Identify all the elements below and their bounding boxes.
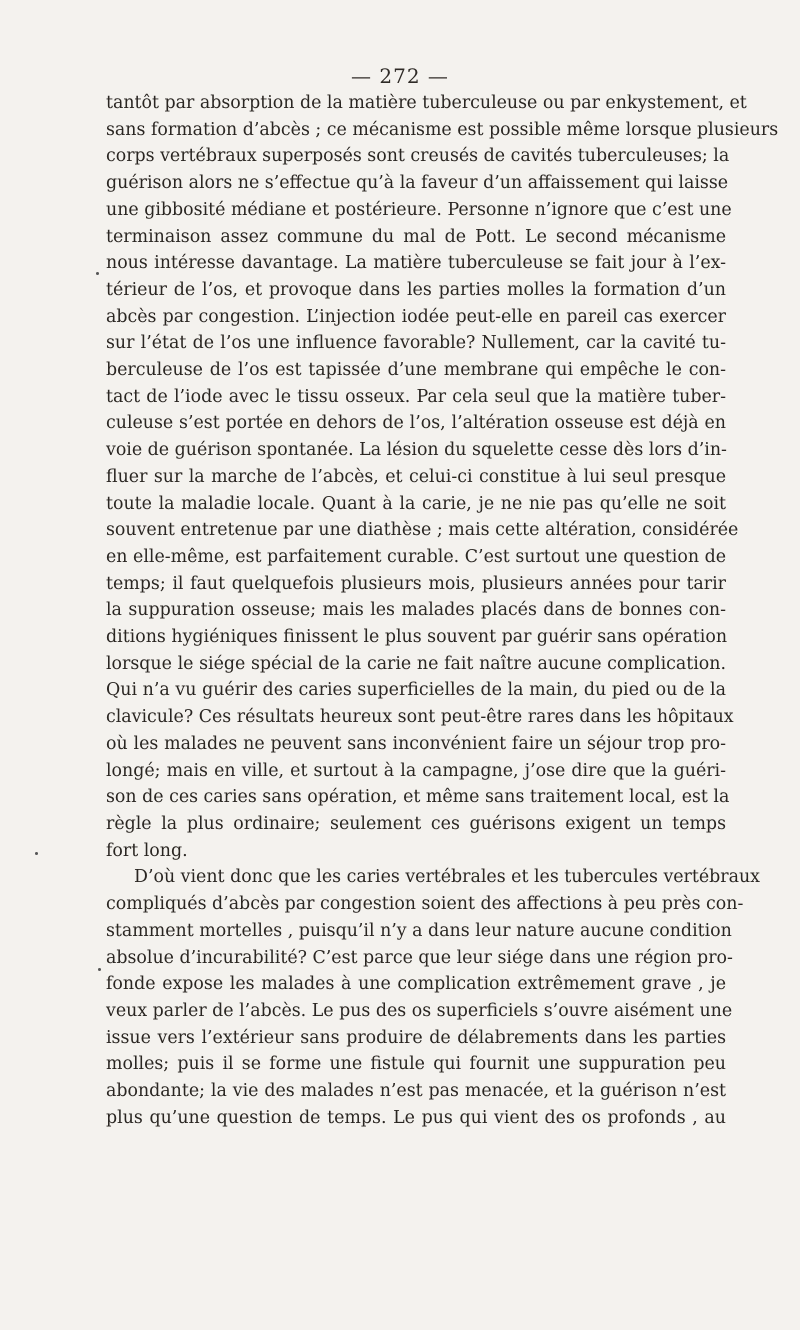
text-line: la suppuration osseuse; mais les malades placés dans de bonnes con- [106,600,726,621]
text-line: guérison alors ne s’effectue qu’à la faveur d’un affaissement qui laisse [106,173,729,194]
text-line: fort long. [106,840,188,861]
text-line: fluer sur la marche de l’abcès, et celui-ci constitue à lui seul presque [106,466,726,487]
text-line: térieur de l’os, et provoque dans les parties molles la formation d’un [106,279,726,300]
text-line: toute la maladie locale. Quant à la carie, je ne nie pas qu’elle ne soit [106,493,726,514]
text-line: culeuse s’est portée en dehors de l’os, l’altération osseuse est déjà en [106,413,726,434]
text-line: absolue d’incurabilité? C’est parce que leur siége dans une région pro- [106,947,733,968]
text-line: abondante; la vie des malades n’est pas menacée, et la guérison n’est [106,1081,726,1102]
paragraph-2 [106,864,760,1131]
page-number: — 272 — [351,64,449,88]
text-line: en elle-même, est parfaitement curable. C’est surtout une question de [106,546,726,567]
text-line: terminaison assez commune du mal de Pott. Le second mécanisme [106,226,726,247]
text-line: longé; mais en ville, et surtout à la campagne, j’ose dire que la guéri- [106,760,726,781]
text-line: berculeuse de l’os est tapissée d’une membrane qui empêche le con- [106,360,726,381]
page-speck [35,852,38,855]
text-line: sans formation d’abcès ; ce mécanisme est possible même lorsque plusieurs [106,119,779,140]
text-line: abcès par congestion. L’injection iodée peut-elle en pareil cas exercer [106,306,726,327]
text-line: sur l’état de l’os une influence favorable? Nullement, car la cavité tu- [106,333,726,354]
text-line: corps vertébraux superposés sont creusés de cavités tuberculeuses; la [106,146,730,167]
text-line: nous intéresse davantage. La matière tuberculeuse se fait jour à l’ex- [106,253,726,274]
text-line: issue vers l’extérieur sans produire de délabrements dans les parties [106,1027,726,1048]
text-line: une gibbosité médiane et postérieure. Personne n’ignore que c’est une [106,199,732,220]
text-line: plus qu’une question de temps. Le pus qui vient des os profonds , au [106,1107,726,1128]
text-line: tantôt par absorption de la matière tuberculeuse ou par enkystement, et [106,93,747,113]
text-line: compliqués d’abcès par congestion soient des affections à peu près con- [106,894,744,915]
text-line: tact de l’iode avec le tissu osseux. Par cela seul que la matière tuber- [106,386,726,407]
text-line: son de ces caries sans opération, et même sans traitement local, est la [106,787,730,808]
text-line: D’où vient donc que les caries vertébrales et les tubercules vertébraux [134,867,760,888]
text-line: souvent entretenue par une diathèse ; mais cette altération, considérée [106,520,739,541]
text-line: veux parler de l’abcès. Le pus des os superficiels s’ouvre aisément une [106,1000,733,1021]
text-line: Qui n’a vu guérir des caries superficielles de la main, du pied ou de la [106,680,726,701]
text-line: temps; il faut quelquefois plusieurs mois, plusieurs années pour tarir [106,573,726,594]
text-line: fonde expose les malades à une complication extrêmement grave , je [106,974,726,995]
text-line: où les malades ne peuvent sans inconvénient faire un séjour trop pro- [106,733,726,754]
paragraph-1 [106,90,779,864]
text-line: règle la plus ordinaire; seulement ces guérisons exigent un temps [106,813,726,834]
text-line: voie de guérison spontanée. La lésion du squelette cesse dès lors d’in- [106,440,727,461]
page-speck [98,968,101,971]
text-line: clavicule? Ces résultats heureux sont peut-être rares dans les hôpitaux [106,707,734,728]
text-line: stamment mortelles , puisqu’il n’y a dans leur nature aucune condition [106,920,732,941]
text-line: ditions hygiéniques finissent le plus souvent par guérir sans opération [106,627,728,648]
text-line: molles; puis il se forme une fistule qui fournit une suppuration peu [106,1054,726,1075]
page-speck [96,272,99,275]
body-text [106,90,779,1131]
text-line: lorsque le siége spécial de la carie ne fait naître aucune complication. [106,653,726,674]
